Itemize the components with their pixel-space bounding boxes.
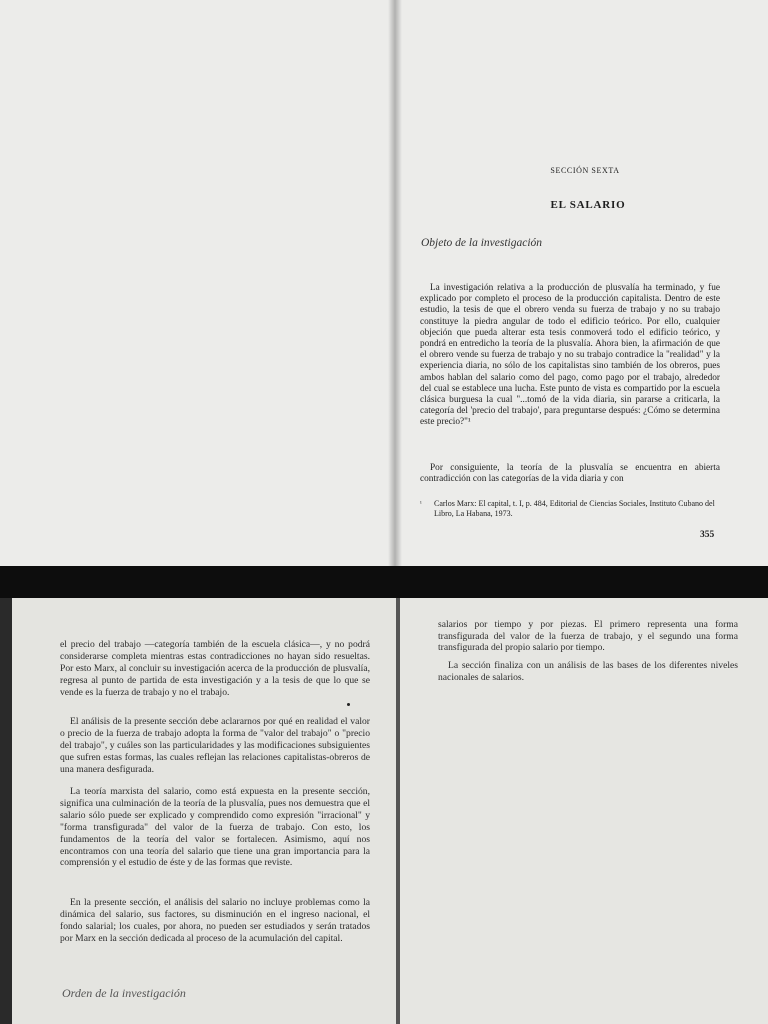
footnote-mark: ¹ xyxy=(420,501,422,507)
bottom-left-paragraph-2: El análisis de la presente sección debe aclararnos por qué en realidad el valor o precio de la fuerza de trabajo adopta la forma de "valor del trabajo" o "precio del trabajo", y cuáles son las particularidades y las modificaciones subsiguientes que sufren estas formas, las cuales reflejan las relaciones capitalistas-obreros de una manera desfigurada. xyxy=(60,716,370,775)
footnote-text: Carlos Marx: El capital, t. I, p. 484, Editorial de Ciencias Sociales, Instituto Cubano del Libro, La Habana, 1973. xyxy=(434,499,715,518)
page-number: 355 xyxy=(700,530,715,540)
subheading-objeto: Objeto de la investigación xyxy=(421,237,543,249)
chapter-title: EL SALARIO xyxy=(550,199,626,211)
top-paragraph-1: La investigación relativa a la producción de plusvalía ha terminado, y fue explicado por completo el proceso de la producción capitalista. Dentro de este estudio, la tesis de que el obrero venda su fuerza de trabajo y no su trabajo constituye la piedra angular de todo el edificio teórico. Por ello, cualquier objeción que pueda alterar esta tesis conmoverá todo el edificio teórico, y pondrá en entredicho la teoría de la plusvalía. Ahora bien, la afirmación de que el obrero vende su fuerza de trabajo y no su trabajo contradice la "realidad" y la experiencia diaria, no sólo de los capitalistas sino también de los obreros, pues ambos hablan del salario como del pago, como pago por el trabajo, alrededor del cual se establece una lucha. Este punto de vista es compartido por la escuela clásica burguesa la cual "...tomó de la vida diaria, sin pararse a criticarla, la categoría del 'precio del trabajo', para preguntarse después: ¿Cómo se determina este precio?"¹ xyxy=(420,283,720,428)
section-label: SECCIÓN SEXTA xyxy=(550,166,620,175)
scan-left-edge xyxy=(0,598,12,1024)
bottom-right-paragraph-1: salarios por tiempo y por piezas. El primero representa una forma transfigurada del valor de la fuerza de trabajo, y el segundo una forma transfigurada del propio salario por tiempo. xyxy=(438,619,738,654)
bottom-left-paragraph-4: En la presente sección, el análisis del salario no incluye problemas como la dinámica del salario, sus factores, su disminución en el ingreso nacional, el fondo salarial; los cuales, por ahora, no pueden ser estudiados y serán tratados por Marx en la sección dedicada al proceso de la acumulación del capital. xyxy=(60,897,370,944)
bottom-right-paragraph-2: La sección finaliza con un análisis de las bases de los diferentes niveles nacionales de salarios. xyxy=(438,660,738,683)
bottom-left-paragraph-3: La teoría marxista del salario, como está expuesta en la presente sección, significa una culminación de la teoría de la plusvalía, pues nos demuestra que el salario sólo puede ser explicado y comprendido como expresión "irracional" y "forma transfigurada" del valor de la fuerza de trabajo. Con esto, los fundamentos de la teoría del valor se fortalecen. Asimismo, aquí nos encontramos con una teoría del salario que tiene una gran importancia para la comprensión y el estudio de éste y de las formas que reviste. xyxy=(60,786,370,869)
scan-dark-band xyxy=(0,566,768,598)
top-paragraph-2: Por consiguiente, la teoría de la plusvalía se encuentra en abierta contradicción con las categorías de la vida diaria y con xyxy=(420,463,720,485)
pen-mark xyxy=(347,703,350,706)
bottom-left-paragraph-1: el precio del trabajo —categoría también de la escuela clásica—, y no podrá considerarse completa mientras estas contradicciones no hayan sido resueltas. Por esto Marx, al concluir su investigación acerca de la producción de plusvalía, regresa al punto de partida de esta investigación y a la tesis de que lo que se vende es la fuerza de trabajo y no el trabajo. xyxy=(60,639,370,698)
footnote xyxy=(420,499,734,519)
subheading-orden: Orden de la investigación xyxy=(62,986,186,1000)
book-gutter xyxy=(388,0,402,566)
